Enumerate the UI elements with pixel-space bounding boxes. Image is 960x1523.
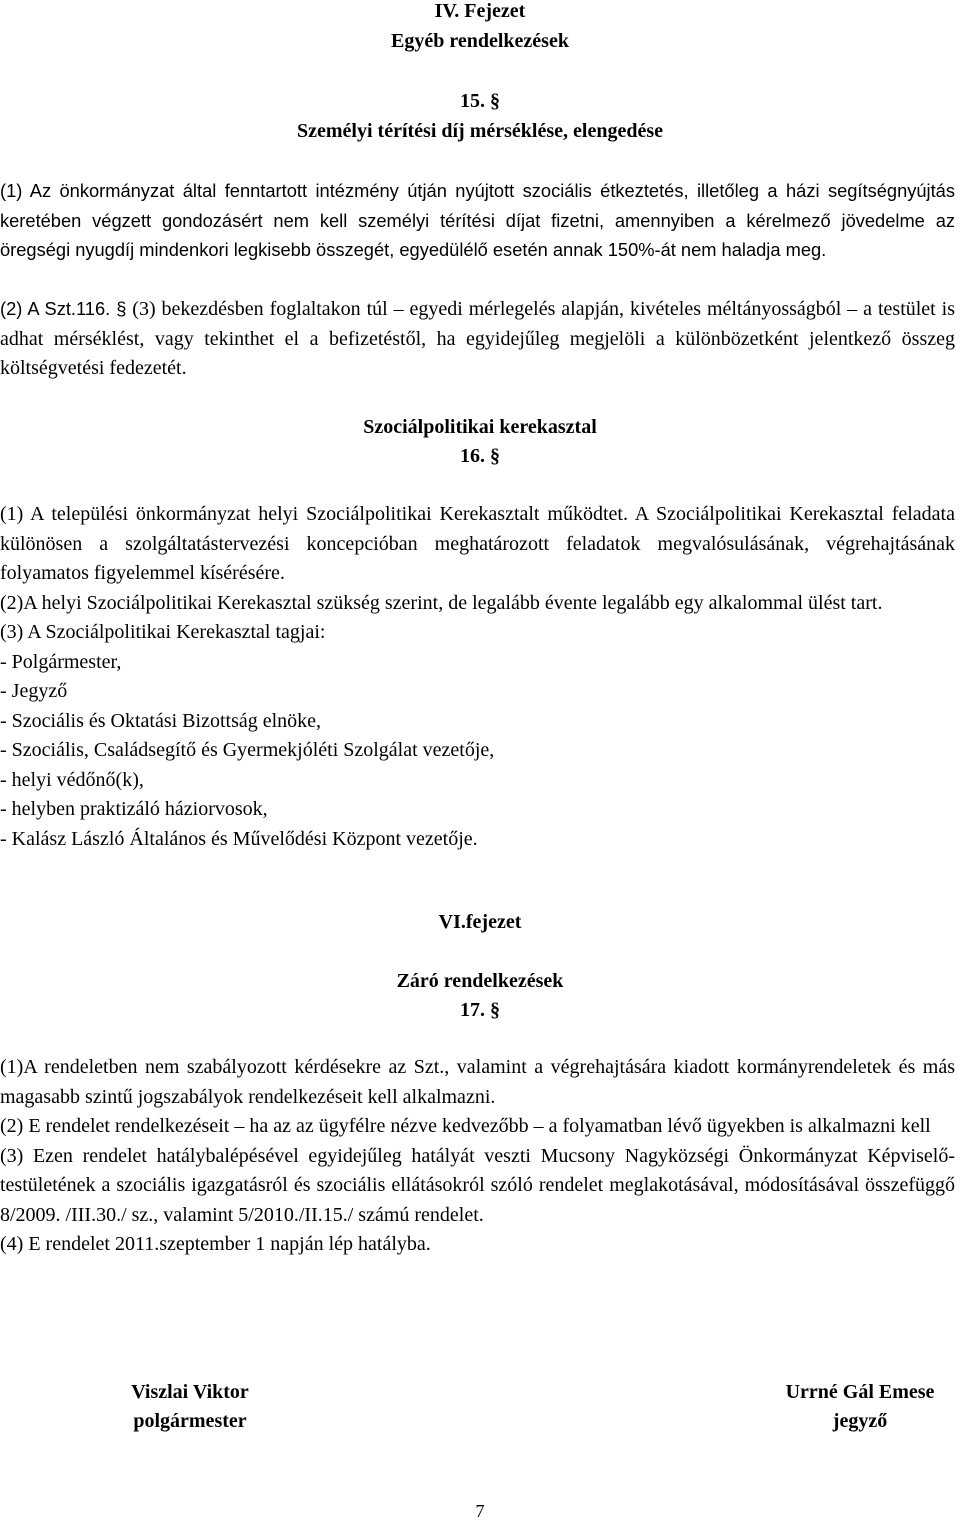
notary-signature-block	[760, 1378, 960, 1436]
section-15-paragraph-1: (1) Az önkormányzat által fenntartott intézmény útján nyújtott szociális étkeztetés, illetőleg a házi segítségnyújtás keretében végzett gondozásért nem kell személyi térítési díjat fizetni, amennyiben a kérelmező jövedelme az öregségi nyugdíj mindenkori legkisebb összegét, egyedülélő esetén annak 150%-át nem haladja meg.	[0, 180, 955, 260]
chapter-subtitle: Egyéb rendelkezések	[391, 30, 569, 52]
section-16-body	[0, 500, 955, 854]
section-16-title: Szociálpolitikai kerekasztal	[363, 416, 597, 438]
notary-title: jegyző	[832, 1410, 888, 1432]
section-17-paragraph-4: (4) E rendelet 2011.szeptember 1 napján lép hatályba.	[0, 1233, 431, 1255]
section-15-paragraph-2-text: (3) bekezdésben foglaltakon túl – egyedi mérlegelés alapján, kivételes méltányosságból – a testület is adhat mérséklést, vagy tekinthet el a befizetéstől, ha egyidejűleg megjelöli a különbözetként jelentkező összeg költségvetési fedezetét.	[0, 298, 955, 379]
member-list-item: - Polgármester,	[0, 650, 122, 673]
section-17-paragraph-2: (2) E rendelet rendelkezéseit – ha az az ügyfélre nézve kedvezőbb – a folyamatban lévő ügyekben is alkalmazni kell	[0, 1115, 931, 1137]
section-15-paragraph-2	[0, 294, 955, 384]
section-15-body	[0, 176, 955, 265]
chapter-6-subtitle: Záró rendelkezések	[396, 970, 564, 992]
chapter-title: IV. Fejezet	[434, 0, 526, 22]
section-17-number: 17. §	[460, 999, 500, 1021]
section-17-paragraph-3: (3) Ezen rendelet hatálybalépésével egyidejűleg hatályát veszti Mucsony Nagyközségi Önkormányzat Képviselő-testületének a szociális igazgatásról és szociális ellátásokról szóló rendelet meglakotásával, módosításával összefüggő 8/2009. /III.30./ sz., valamint 5/2010./II.15./ számú rendelet.	[0, 1144, 955, 1226]
section-16-paragraph-1: (1) A települési önkormányzat helyi Szociálpolitikai Kerekasztalt működtet. A Szociálpolitikai Kerekasztal feladata különösen a szolgáltatástervezési koncepcióban meghatározott feladatok megvalósulásának, végrehajtásának folyamatos figyelemmel kísérésére.	[0, 503, 955, 584]
section-16-paragraph-3: (3) A Szociálpolitikai Kerekasztal tagjai:	[0, 621, 326, 643]
notary-name: Urrné Gál Emese	[785, 1381, 935, 1403]
member-list-item: - Szociális, Családsegítő és Gyermekjóléti Szolgálat vezetője,	[0, 739, 495, 761]
member-list-item: - Szociális és Oktatási Bizottság elnöke,	[0, 709, 322, 732]
section-number: 15. §	[460, 90, 500, 112]
section-17-paragraph-1: (1)A rendeletben nem szabályozott kérdésekre az Szt., valamint a végrehajtására kiadott kormányrendeletek és más magasabb szintű jogszabályok rendelkezéseit kell alkalmazni.	[0, 1056, 955, 1108]
member-list-item: - helyben praktizáló háziorvosok,	[0, 798, 268, 820]
member-list-item: - Jegyző	[0, 680, 68, 702]
section-title: Személyi térítési díj mérséklése, elengedése	[297, 120, 663, 142]
page-number: 7	[475, 1501, 485, 1521]
member-list-item: - Kalász László Általános és Művelődési Központ vezetője.	[0, 827, 478, 850]
mayor-name: Viszlai Viktor	[131, 1381, 249, 1403]
chapter-6-title: VI.fejezet	[438, 911, 522, 933]
section-17-body	[0, 1053, 955, 1260]
section-16-paragraph-2: (2)A helyi Szociálpolitikai Kerekasztal szükség szerint, de legalább évente legalább egy alkalommal ülést tart.	[0, 591, 883, 614]
mayor-title: polgármester	[133, 1410, 247, 1432]
member-list-item: - helyi védőnő(k),	[0, 768, 144, 791]
section-15-reference: (2) A Szt.116. §	[0, 298, 127, 319]
section-16-number: 16. §	[460, 445, 500, 467]
mayor-signature-block	[100, 1378, 280, 1436]
